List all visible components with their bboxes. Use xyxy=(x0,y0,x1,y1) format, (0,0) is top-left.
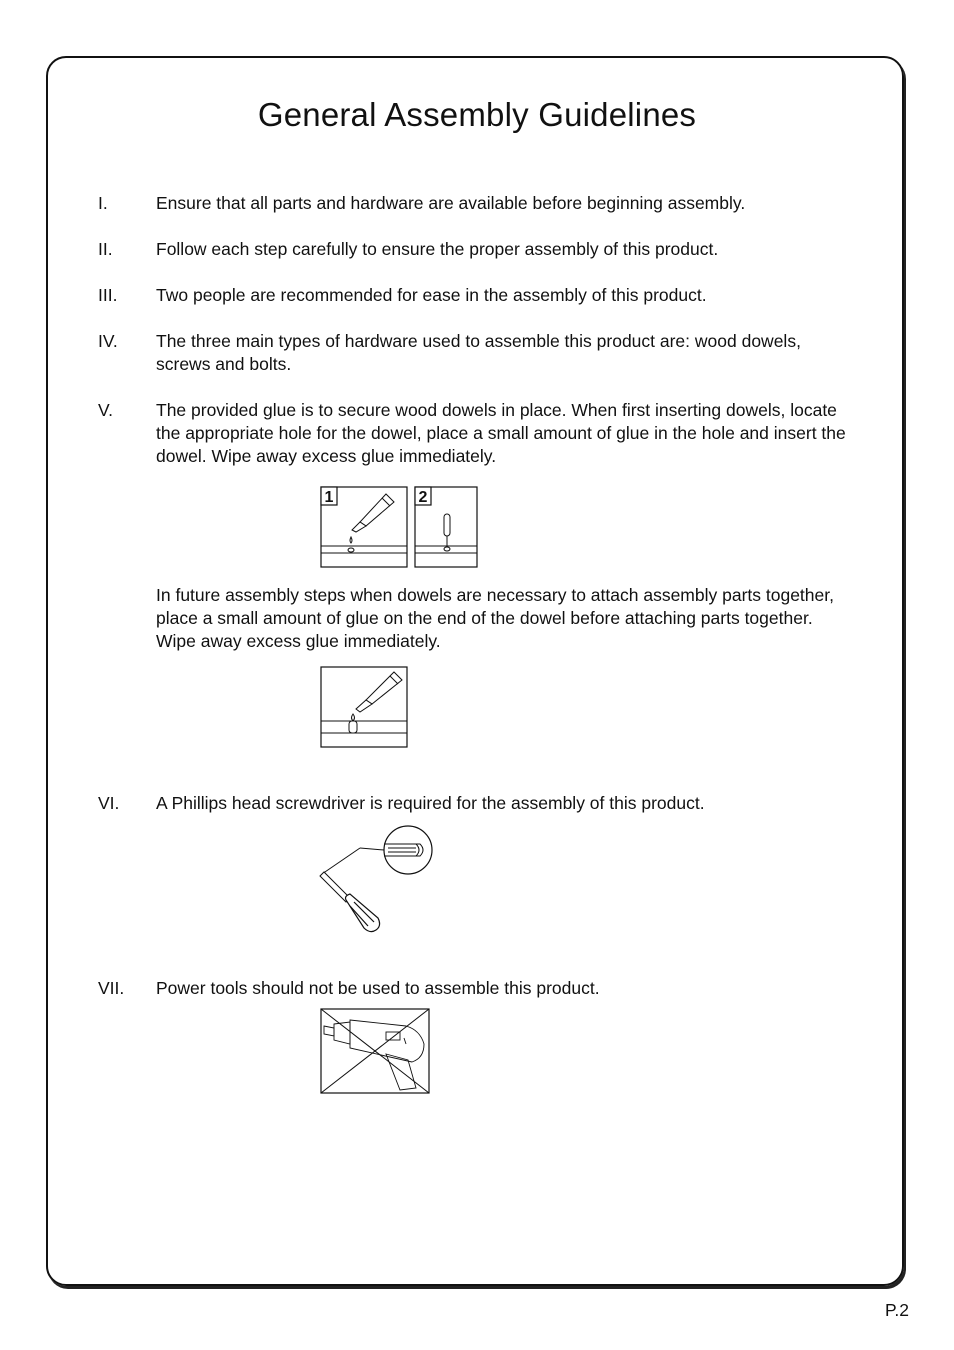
item-text: A Phillips head screwdriver is required for the assembly of this product. xyxy=(156,793,705,813)
item-text: Ensure that all parts and hardware are available before beginning assembly. xyxy=(156,193,746,213)
item-number: VI. xyxy=(98,793,120,813)
insert-dowel-figure xyxy=(414,486,480,570)
item-text: Two people are recommended for ease in the assembly of this product. xyxy=(156,285,707,305)
no-power-drill-icon xyxy=(320,1008,432,1096)
phillips-screwdriver-icon xyxy=(316,822,440,936)
dowel-note: In future assembly steps when dowels are necessary to attach assembly parts together, place a small amount of glue on the end of the dowel before attaching parts together. Wipe away excess glue immediately. xyxy=(156,585,834,651)
item-text: Follow each step carefully to ensure the proper assembly of this product. xyxy=(156,239,719,259)
step-1-label: 1 xyxy=(324,489,334,506)
item-number: IV. xyxy=(98,331,118,351)
screwdriver-handle xyxy=(346,894,380,932)
item-number: I. xyxy=(98,193,108,213)
item-text: The three main types of hardware used to assemble this product are: wood dowels, screws and bolts. xyxy=(156,331,801,374)
item-text: Power tools should not be used to assemble this product. xyxy=(156,978,600,998)
page-number: P.2 xyxy=(884,1300,909,1320)
glue-in-hole-figure xyxy=(320,486,410,570)
item-number: VII. xyxy=(98,978,125,998)
item-text: The provided glue is to secure wood dowels in place. When first inserting dowels, locate the appropriate hole for the dowel, place a small amount of glue in the hole and insert the dowel. Wipe away excess glue immediately. xyxy=(156,400,846,466)
step-2-label: 2 xyxy=(418,489,428,506)
page-title: General Assembly Guidelines xyxy=(257,96,697,133)
item-number: V. xyxy=(98,400,113,420)
item-number: III. xyxy=(98,285,118,305)
item-number: II. xyxy=(98,239,113,259)
glue-on-dowel-figure xyxy=(320,666,410,750)
